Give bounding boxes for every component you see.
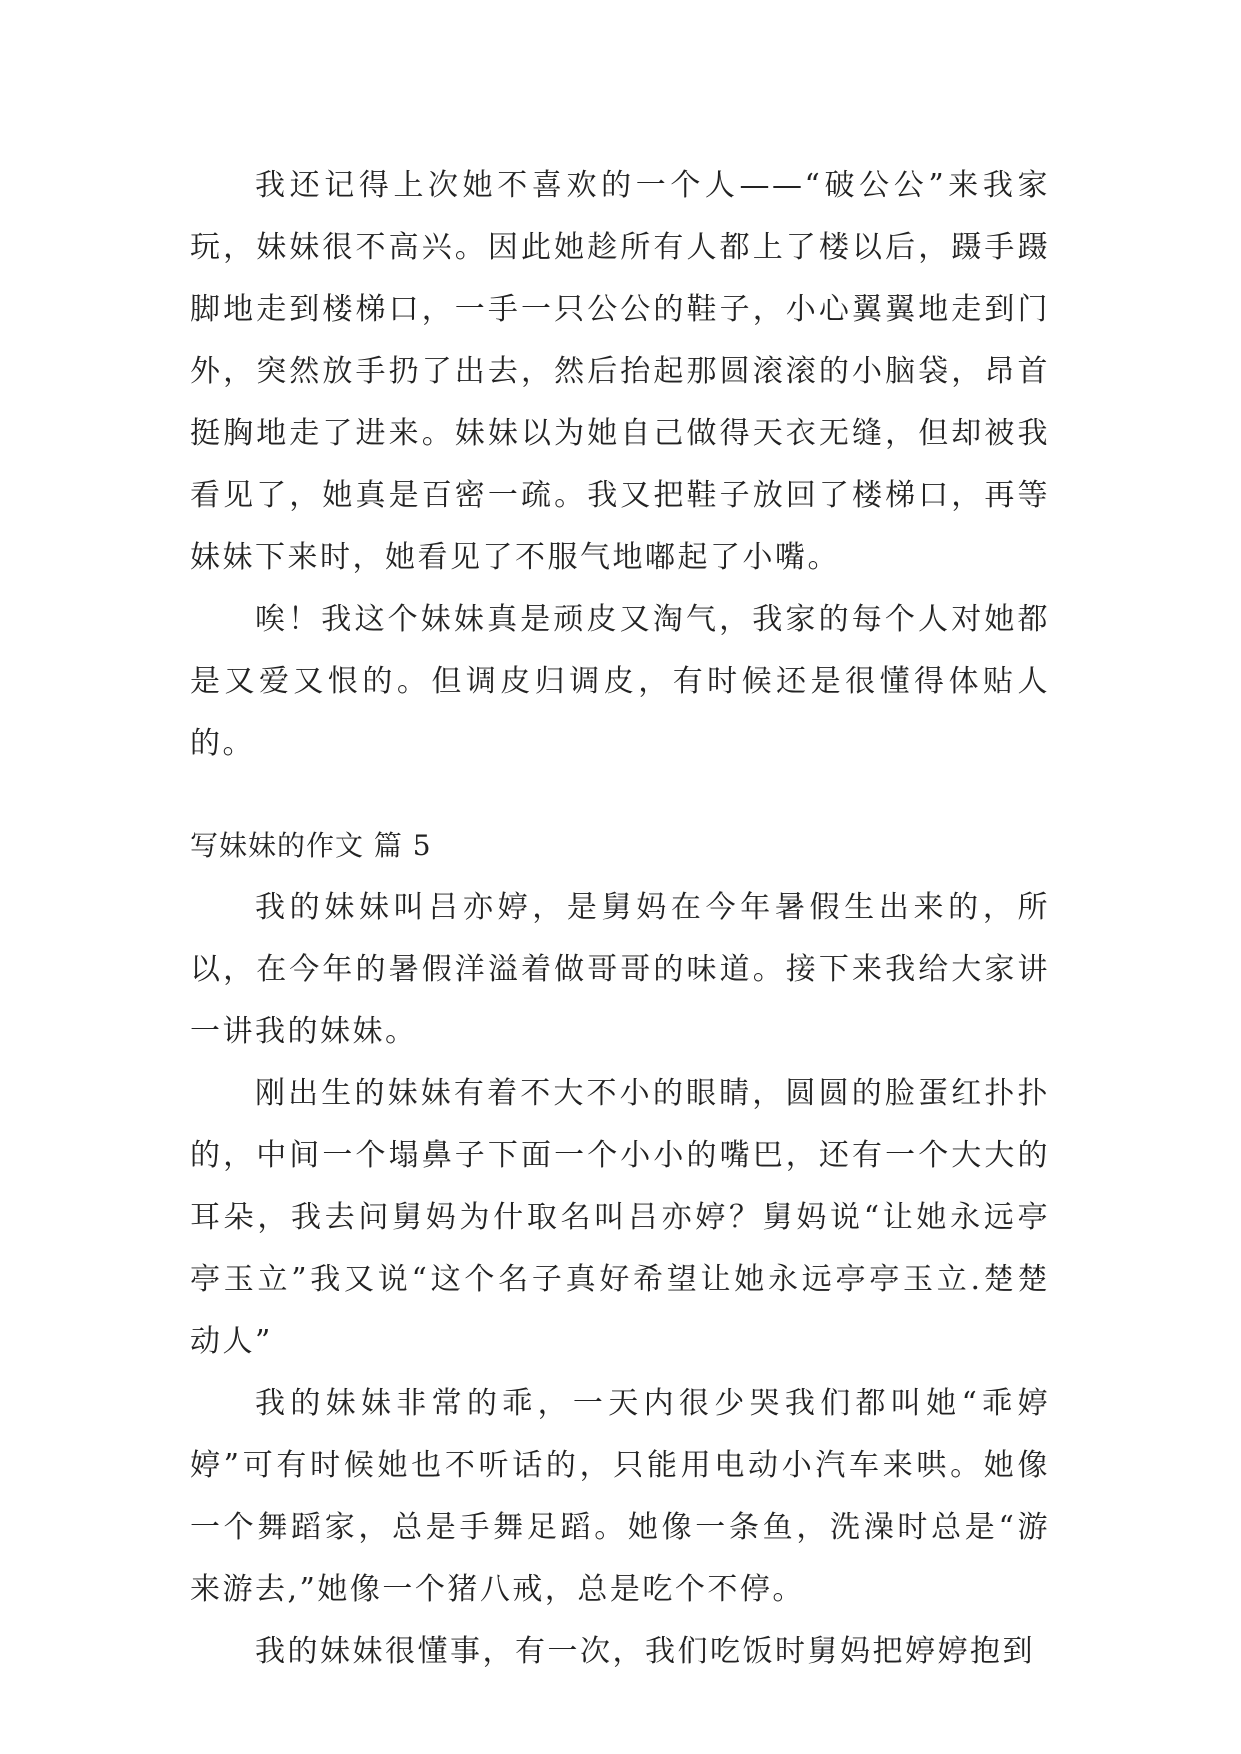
paragraph: 唉！我这个妹妹真是顽皮又淘气，我家的每个人对她都是又爱又恨的。但调皮归调皮，有时候还是很懂得体贴人的。	[190, 602, 1050, 761]
paragraph: 我的妹妹叫吕亦婷，是舅妈在今年暑假生出来的，所以，在今年的暑假洋溢着做哥哥的味道。接下来我给大家讲一讲我的妹妹。	[190, 890, 1050, 1049]
section-heading: 写妹妹的作文 篇 5	[190, 829, 432, 862]
paragraph: 我的妹妹非常的乖，一天内很少哭我们都叫她“乖婷婷”可有时候她也不听话的，只能用电动小汽车来哄。她像一个舞蹈家，总是手舞足蹈。她像一条鱼，洗澡时总是“游来游去,”她像一个猪八戒，总是吃个不停。	[190, 1386, 1050, 1607]
paragraph: 我还记得上次她不喜欢的一个人——“破公公”来我家玩，妹妹很不高兴。因此她趁所有人都上了楼以后，蹑手蹑脚地走到楼梯口，一手一只公公的鞋子，小心翼翼地走到门外，突然放手扔了出去，然后抬起那圆滚滚的小脑袋，昂首挺胸地走了进来。妹妹以为她自己做得天衣无缝，但却被我看见了，她真是百密一疏。我又把鞋子放回了楼梯口，再等妹妹下来时，她看见了不服气地嘟起了小嘴。	[190, 168, 1050, 575]
paragraph: 我的妹妹很懂事，有一次，我们吃饭时舅妈把婷婷抱到	[255, 1634, 1035, 1669]
paragraph: 刚出生的妹妹有着不大不小的眼睛，圆圆的脸蛋红扑扑的，中间一个塌鼻子下面一个小小的嘴巴，还有一个大大的耳朵，我去问舅妈为什取名叫吕亦婷？舅妈说“让她永远亭亭玉立”我又说“这个名子真好希望让她永远亭亭玉立.楚楚动人”	[190, 1076, 1050, 1359]
document-body	[190, 155, 1050, 1683]
